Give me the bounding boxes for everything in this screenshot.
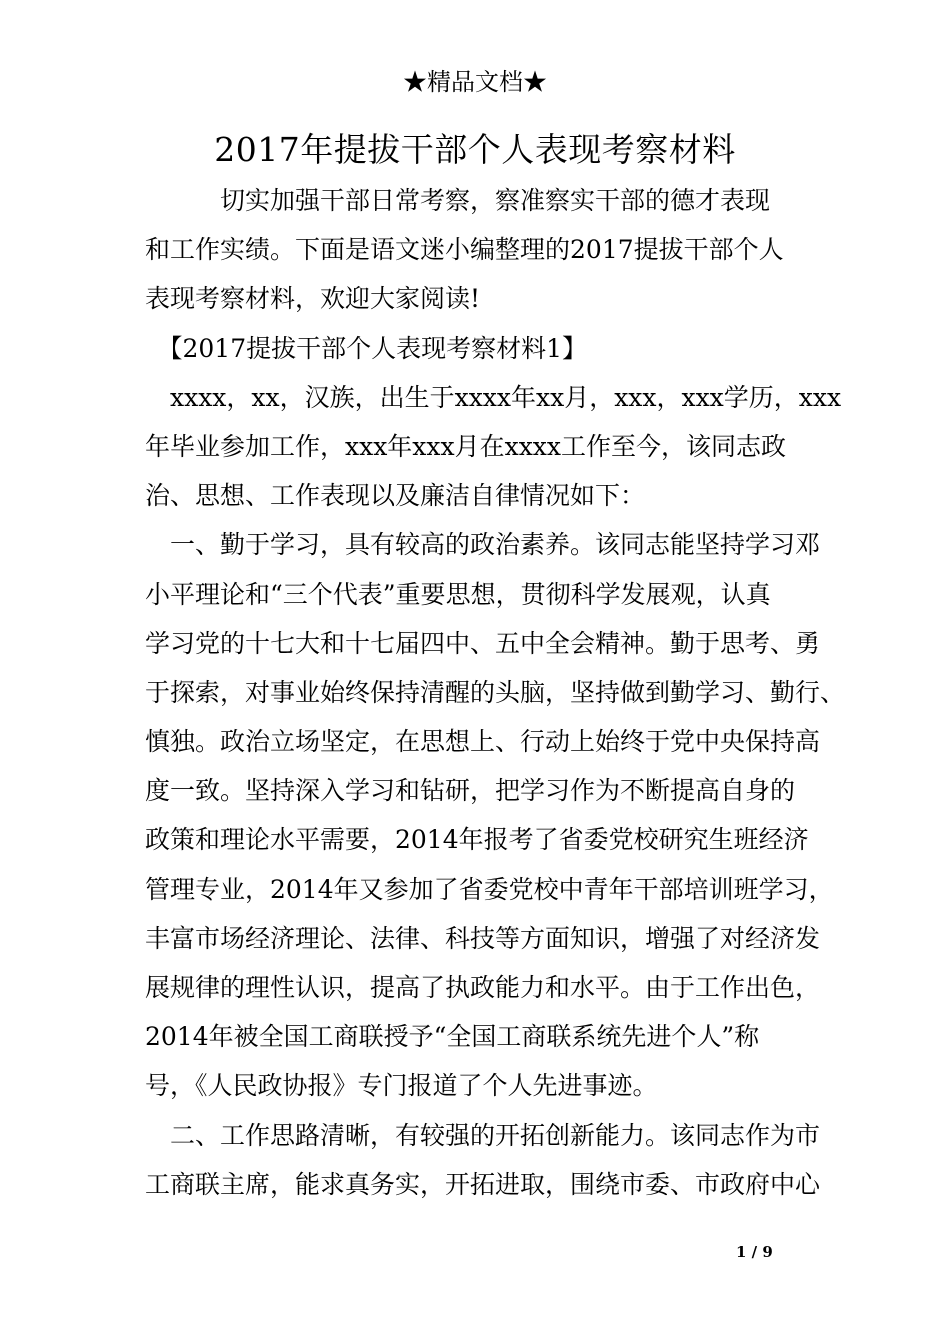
section-heading: 【2017提拔干部个人表现考察材料1】 [145,333,588,363]
text-line: 工商联主席，能求真务实，开拓进取，围绕市委、市政府中心 [145,1169,821,1199]
document-body [145,176,846,1209]
text-line: 度一致。坚持深入学习和钻研，把学习作为不断提高自身的 [145,776,796,806]
text-line: 一、勤于学习，具有较高的政治素养。该同志能坚持学习邓 [145,530,821,560]
document-title: 2017年提拔干部个人表现考察材料 [214,130,736,169]
page-number: 1 / 9 [736,1243,773,1261]
text-line: 治、思想、工作表现以及廉洁自律情况如下： [145,481,646,511]
text-line: 展规律的理性认识，提高了执政能力和水平。由于工作出色， [145,973,821,1002]
page-header: ★精品文档★ [403,68,547,96]
text-line: 慎独。政治立场坚定，在思想上、行动上始终于党中央保持高 [145,727,821,757]
text-line: xxxx，xx，汉族，出生于xxxx年xx月，xxx，xxx学历，xxx [145,382,842,412]
text-line: 二、工作思路清晰，有较强的开拓创新能力。该同志作为市 [145,1120,821,1150]
text-line: 管理专业，2014年又参加了省委党校中青年干部培训班学习， [145,874,834,904]
text-line: 表现考察材料，欢迎大家阅读! [145,284,481,314]
text-line: 学习党的十七大和十七届四中、五中全会精神。勤于思考、勇 [145,628,821,658]
text-line: 年毕业参加工作，xxx年xxx月在xxxx工作至今，该同志政 [145,431,786,461]
text-line: 政策和理论水平需要，2014年报考了省委党校研究生班经济 [145,825,809,855]
text-line: 和工作实绩。下面是语文迷小编整理的2017提拔干部个人 [145,235,784,265]
text-line: 2014年被全国工商联授予“全国工商联系统先进个人”称 [145,1022,760,1052]
text-line: 切实加强干部日常考察，察准察实干部的德才表现 [145,186,771,215]
text-line: 于探索，对事业始终保持清醒的头脑，坚持做到勤学习、勤行、 [145,677,846,707]
text-line: 小平理论和“三个代表”重要思想，贯彻科学发展观，认真 [145,579,771,609]
text-line: 丰富市场经济理论、法律、科技等方面知识，增强了对经济发 [145,923,821,953]
text-line: 号，《人民政协报》专门报道了个人先进事迹。 [145,1071,658,1101]
